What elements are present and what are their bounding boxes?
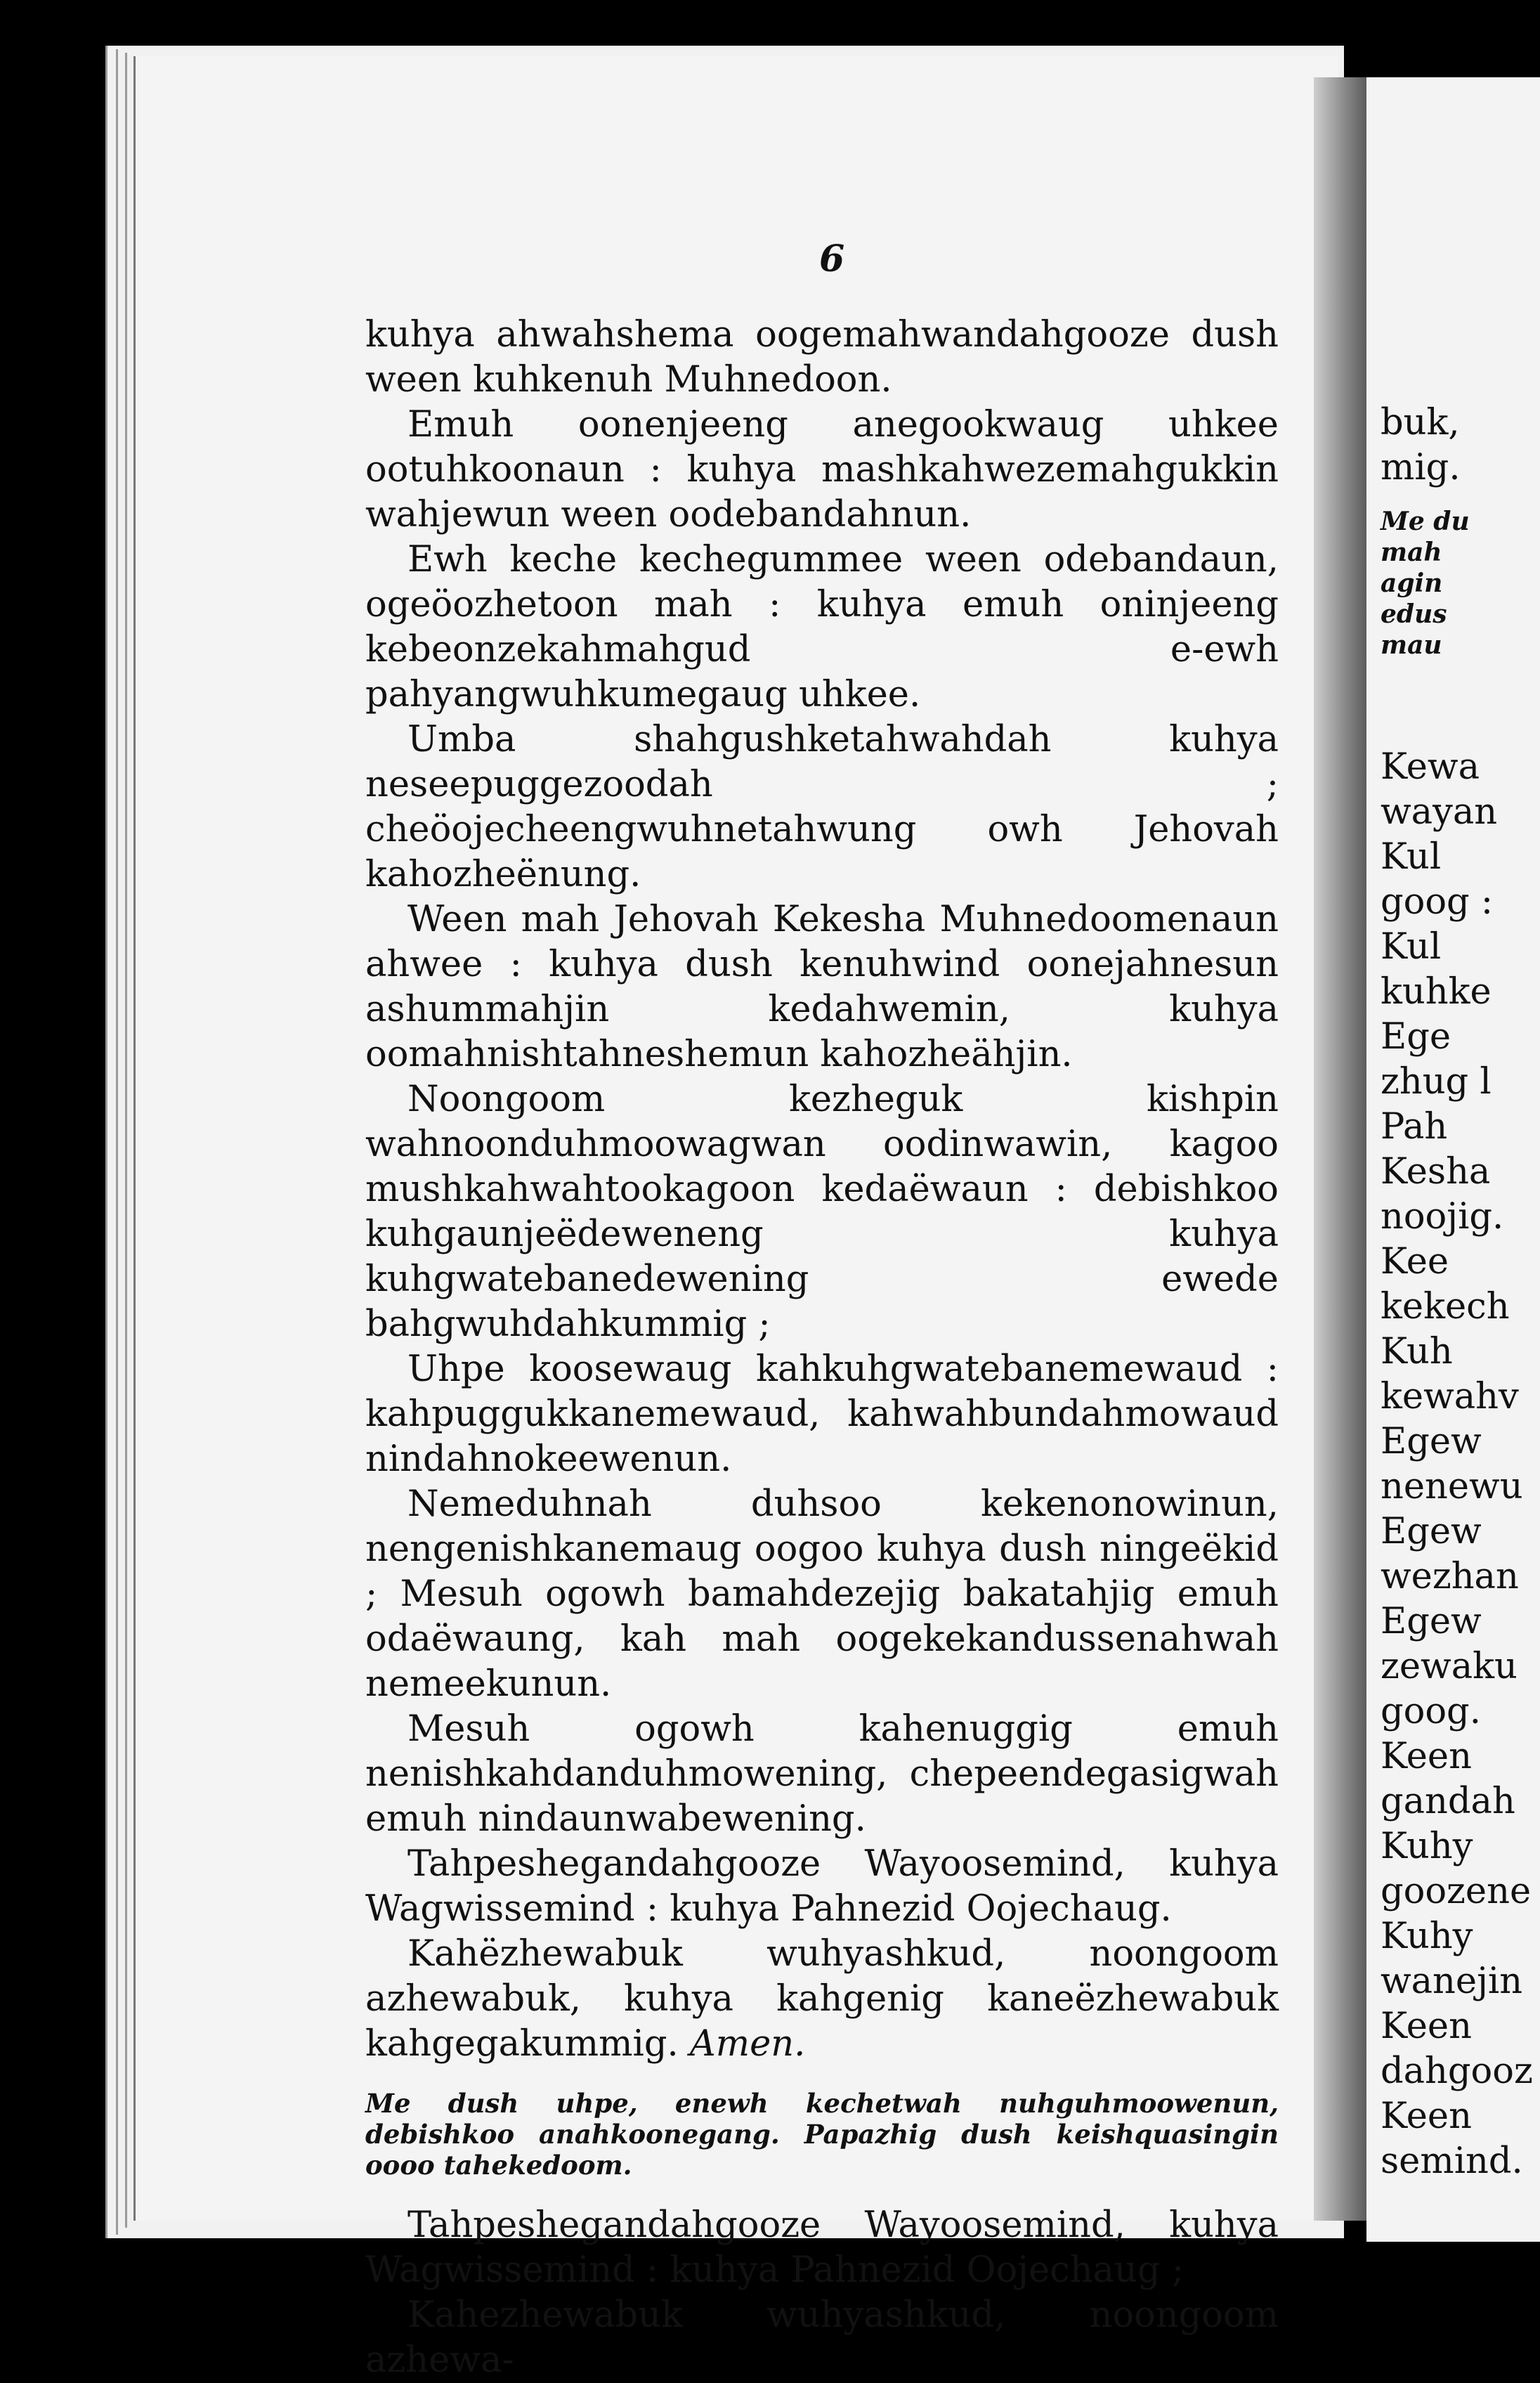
paragraph-text: Kahëzhewabuk wuhyashkud, noongoom azhewabuk, kuhya kahgenig kaneëzhewabuk kahgegakummig. <box>365 1933 1279 2065</box>
page-number: 6 <box>819 238 845 280</box>
rubric-fragment: mau <box>1381 630 1442 660</box>
line-fragment: nenewu <box>1381 1466 1523 1507</box>
paragraph-text: Nemeduhnah duhsoo kekenonowinun, nengenishkanemaug oogoo kuhya dush ningeëkid ; Mesuh ogowh bamahdezejig bakatahjig emuh odaëwaung, kah mah oogekekandussenahwah nemeekunun. <box>365 1483 1279 1705</box>
line-fragment: Kul <box>1381 926 1442 968</box>
paragraph <box>365 2203 1279 2293</box>
paragraph <box>365 313 1279 403</box>
line-fragment: wezhan <box>1381 1556 1519 1597</box>
rubric-fragment: agin <box>1381 569 1443 598</box>
rubric-fragment: mah <box>1381 538 1442 567</box>
paragraph <box>365 1707 1279 1842</box>
line-fragment: mig. <box>1381 447 1461 488</box>
line-fragment: semind. <box>1381 2141 1523 2182</box>
paragraph <box>365 403 1279 538</box>
line-fragment: goog. <box>1381 1691 1481 1732</box>
rubric-fragment: edus <box>1381 599 1447 629</box>
line-fragment: noojig. <box>1381 1196 1504 1238</box>
line-fragment: goozene <box>1381 1871 1532 1912</box>
paragraph <box>365 1842 1279 1932</box>
line-fragment: Pah <box>1381 1106 1448 1148</box>
line-fragment: wayan <box>1381 791 1498 833</box>
line-fragment: Kee <box>1381 1241 1449 1283</box>
gloria-text <box>365 2203 1279 2383</box>
line-fragment: buk, <box>1381 402 1460 443</box>
psalm-text <box>365 313 1279 2067</box>
paragraph-text: Tahpeshegandahgooze Wayoosemind, kuhya Wagwissemind : kuhya Pahnezid Oojechaug. <box>365 1843 1279 1930</box>
line-fragment: zhug l <box>1381 1061 1492 1103</box>
paragraph-text: Mesuh ogowh kahenuggig emuh nenishkahdanduhmowening, chepeendegasigwah emuh nindaunwabewening. <box>365 1708 1279 1840</box>
line-fragment: wanejin <box>1381 1961 1523 2002</box>
paragraph-text: Kahezhewabuk wuhyashkud, noongoom azhewa- <box>365 2294 1279 2381</box>
line-fragment: Egew <box>1381 1511 1482 1552</box>
paragraph-text: kuhya ahwahshema oogemahwandahgooze dush ween kuhkenuh Muhnedoon. <box>365 314 1279 401</box>
line-fragment: Keen <box>1381 2096 1472 2137</box>
line-fragment: goog : <box>1381 881 1494 923</box>
line-fragment: kuhke <box>1381 971 1492 1013</box>
rubric-fragment: Me du <box>1381 507 1470 536</box>
paragraph-text: Emuh oonenjeeng anegookwaug uhkee ootuhkoonaun : kuhya mashkahwezemahgukkin wahjewun ween oodebandahnun. <box>365 404 1279 535</box>
paragraph <box>365 897 1279 1077</box>
paragraph-text: Uhpe koosewaug kahkuhgwatebanemewaud : kahpuggukkanemewaud, kahwahbundahmowaud nindahnokeewenun. <box>365 1349 1279 1480</box>
paragraph-text: Ween mah Jehovah Kekesha Muhnedoomenaun ahwee : kuhya dush kenuhwind oonejahnesun ashummahjin kedahwemin, kuhya oomahnishtahneshemun kahozheähjin. <box>365 899 1279 1075</box>
line-fragment: Keen <box>1381 2006 1472 2047</box>
book-gutter <box>1314 77 1370 2221</box>
line-fragment: kekech <box>1381 1286 1510 1327</box>
line-fragment: Kesha <box>1381 1151 1491 1193</box>
line-fragment: Kuhy <box>1381 1916 1473 1957</box>
paragraph <box>365 1347 1279 1482</box>
paragraph-text: Noongoom kezheguk kishpin wahnoonduhmoowagwan oodinwawin, kagoo mushkahwahtookagoon kedaëwaun : debishkoo kuhgaunjeëdeweneng kuhya kuhgwatebanedewening ewede bahgwuhdahkummig ; <box>365 1079 1279 1345</box>
amen-text: Amen. <box>689 2023 806 2065</box>
paragraph-text: Ewh keche kechegummee ween odebandaun, ogeöozhetoon mah : kuhya emuh oninjeeng kebeonzekahmahgud e-ewh pahyangwuhkumegaug uhkee. <box>365 539 1279 715</box>
paragraph-text: Umba shahgushketahwahdah kuhya neseepuggezoodah ; cheöojecheengwuhnetahwung owh Jehovah kahozheënung. <box>365 719 1279 895</box>
line-fragment: Kul <box>1381 836 1442 878</box>
line-fragment: gandah <box>1381 1781 1515 1822</box>
right-page <box>1366 77 1540 2242</box>
paragraph <box>365 1932 1279 2067</box>
rubric-instruction: Me dush uhpe, enewh kechetwah nuhguhmoowenun, debishkoo anahkoonegang. Papazhig dush keishquasingin oooo tahekedoom. <box>365 2088 1279 2181</box>
paragraph-text: Tahpeshegandahgooze Wayoosemind, kuhya Wagwissemind : kuhya Pahnezid Oojechaug ; <box>365 2205 1279 2291</box>
line-fragment: Egew <box>1381 1421 1482 1462</box>
right-page-text <box>1381 401 1533 2184</box>
line-fragment: Keen <box>1381 1736 1472 1777</box>
paragraph <box>365 538 1279 718</box>
left-page-text <box>365 313 1279 2383</box>
line-fragment: Egew <box>1381 1601 1482 1642</box>
paragraph <box>365 1482 1279 1707</box>
line-fragment: Kuhy <box>1381 1826 1473 1867</box>
line-fragment: kewahv <box>1381 1376 1519 1417</box>
line-fragment: Ege <box>1381 1016 1451 1058</box>
line-fragment: Kewa <box>1381 746 1480 788</box>
line-fragment: dahgooz <box>1381 2051 1533 2092</box>
paragraph <box>365 2293 1279 2383</box>
line-fragment: zewaku <box>1381 1646 1518 1687</box>
line-fragment: Kuh <box>1381 1331 1453 1372</box>
paragraph <box>365 1077 1279 1347</box>
paragraph <box>365 718 1279 897</box>
